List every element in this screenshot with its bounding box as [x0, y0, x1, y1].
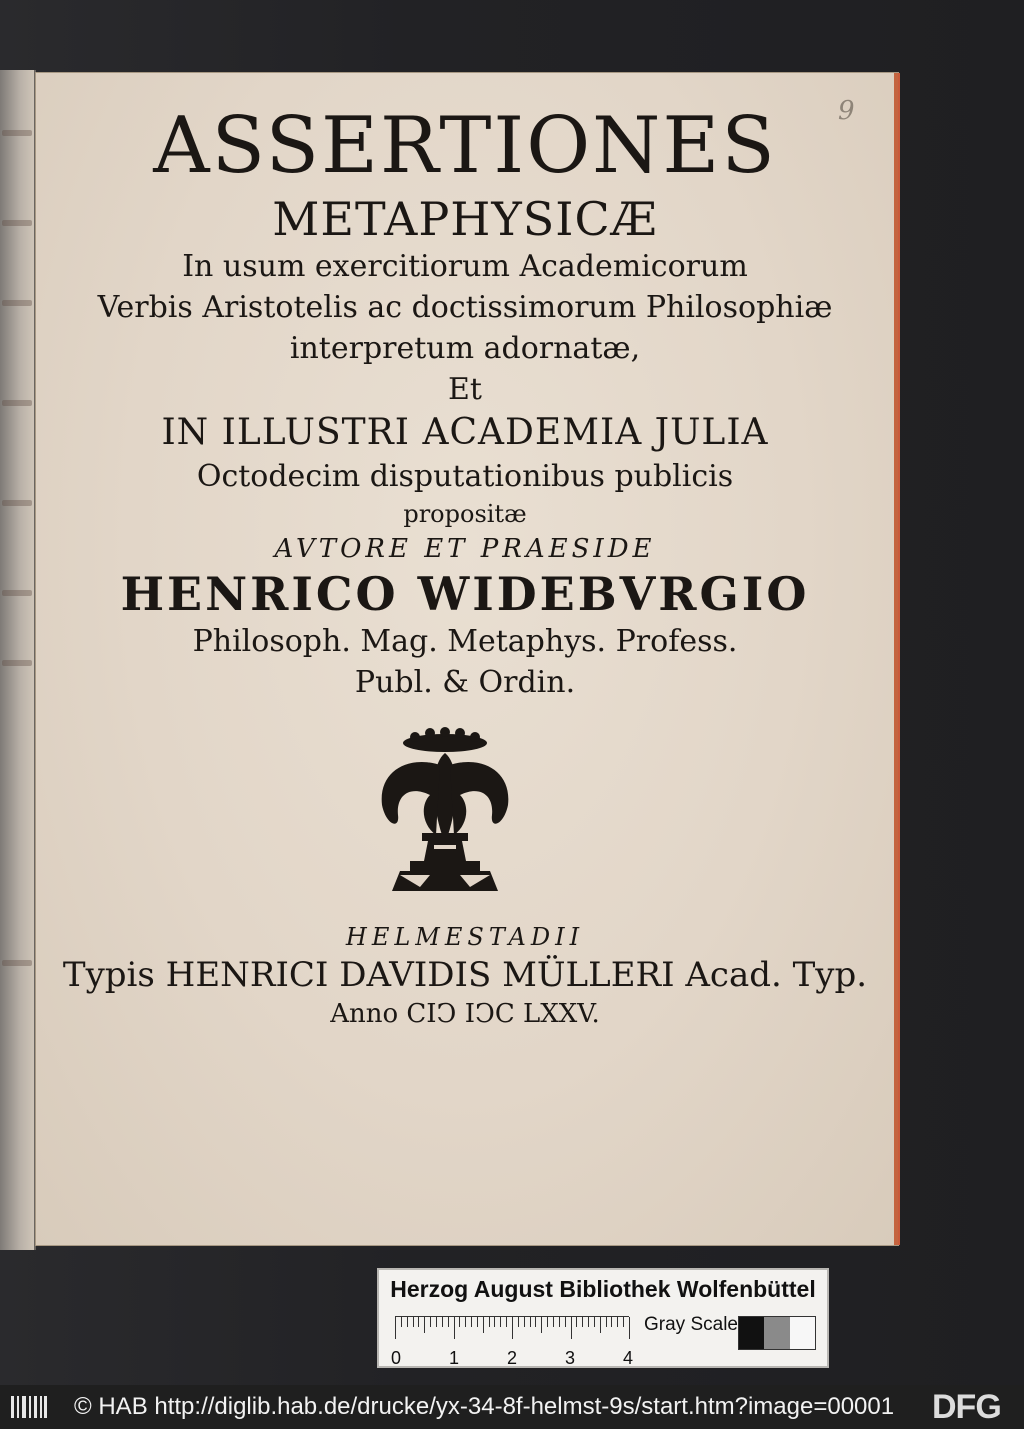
ruler-tick	[500, 1317, 501, 1327]
ruler-tick	[518, 1317, 519, 1327]
title-line-2: METAPHYSICÆ	[272, 192, 658, 246]
ruler-tick	[541, 1317, 542, 1333]
scale-number: 3	[565, 1348, 576, 1368]
ruler-tick	[530, 1317, 531, 1327]
title-line-11: HENRICO WIDEBVRGIO	[120, 567, 810, 621]
title-line-4: Verbis Aristotelis ac doctissimorum Philosophiæ	[97, 290, 833, 325]
ruler-tick	[535, 1317, 536, 1327]
ruler-tick	[559, 1317, 560, 1327]
imprint-year: Anno CIↃ IↃC LXXV.	[330, 999, 600, 1029]
gray-scale-label: Gray Scale	[644, 1314, 738, 1335]
scale-number: 1	[449, 1348, 460, 1368]
scale-card-title: Herzog August Bibliothek Wolfenbüttel	[390, 1276, 816, 1302]
ruler-tick	[471, 1317, 472, 1327]
scale-number: 0	[391, 1348, 402, 1368]
ruler-tick	[424, 1317, 425, 1333]
ruler-tick	[606, 1317, 607, 1327]
ruler-tick	[436, 1317, 437, 1327]
scale-ruler	[395, 1316, 629, 1339]
gray-swatches	[738, 1316, 816, 1350]
scale-number: 2	[507, 1348, 518, 1368]
ruler-tick	[600, 1317, 601, 1333]
ruler-tick	[623, 1317, 624, 1327]
ruler-tick	[430, 1317, 431, 1327]
ruler-tick	[418, 1317, 419, 1327]
title-line-1: ASSERTIONES	[153, 101, 777, 191]
ruler-tick	[413, 1317, 414, 1327]
title-line-7: IN ILLUSTRI ACADEMIA JULIA	[161, 412, 769, 453]
footer-bar	[0, 1385, 1024, 1429]
title-line-5: interpretum adornatæ,	[289, 331, 641, 366]
ruler-tick	[483, 1317, 484, 1333]
fleuron-ornament-icon	[370, 725, 520, 895]
ruler-tick	[477, 1317, 478, 1327]
ruler-tick	[582, 1317, 583, 1327]
previous-leaf-edge	[0, 70, 36, 1250]
ruler-tick	[465, 1317, 466, 1327]
ruler-tick	[407, 1317, 408, 1327]
ruler-tick	[494, 1317, 495, 1327]
title-line-9: propositæ	[403, 500, 527, 528]
ruler-tick	[448, 1317, 449, 1327]
ruler-tick	[506, 1317, 507, 1327]
ruler-tick	[524, 1317, 525, 1327]
scale-number: 4	[623, 1348, 634, 1368]
dfg-logo: DFG	[932, 1388, 1001, 1426]
page-number: 9	[838, 96, 855, 126]
title-line-10: AVTORE ET PRAESIDE	[274, 534, 656, 564]
ruler-tick	[617, 1317, 618, 1327]
title-line-3: In usum exercitiorum Academicorum	[182, 249, 748, 284]
ruler-tick	[553, 1317, 554, 1327]
imprint	[36, 920, 894, 1032]
ruler-tick	[442, 1317, 443, 1327]
ruler-tick	[571, 1317, 572, 1339]
ruler-tick	[547, 1317, 548, 1327]
ruler-tick	[459, 1317, 460, 1327]
ruler-tick	[576, 1317, 577, 1327]
gray-swatch	[764, 1317, 789, 1349]
footer-source-link[interactable]: © HAB http://diglib.hab.de/drucke/yx-34-8f-helmst-9s/start.htm?image=00001	[74, 1393, 895, 1420]
black-swatch	[739, 1317, 764, 1349]
barcode-icon	[10, 1394, 48, 1420]
ruler-tick	[611, 1317, 612, 1327]
ruler-tick	[489, 1317, 490, 1327]
ruler-tick	[401, 1317, 402, 1327]
ruler-tick	[594, 1317, 595, 1327]
white-swatch	[790, 1317, 815, 1349]
title-line-8: Octodecim disputationibus publicis	[196, 459, 734, 494]
ruler-tick	[629, 1317, 630, 1339]
gray-scale-card	[377, 1268, 829, 1368]
title-page-text	[36, 100, 894, 703]
ruler-tick	[395, 1317, 396, 1339]
ruler-tick	[565, 1317, 566, 1327]
imprint-place: HELMESTADII	[345, 923, 585, 951]
imprint-printer: Typis HENRICI DAVIDIS MÜLLERI Acad. Typ.	[62, 955, 868, 995]
ruler-tick	[512, 1317, 513, 1339]
title-line-12: Philosoph. Mag. Metaphys. Profess.	[192, 624, 738, 659]
ruler-tick	[588, 1317, 589, 1327]
title-line-6: Et	[448, 372, 482, 407]
title-line-13: Publ. & Ordin.	[354, 665, 576, 700]
ruler-tick	[454, 1317, 455, 1339]
